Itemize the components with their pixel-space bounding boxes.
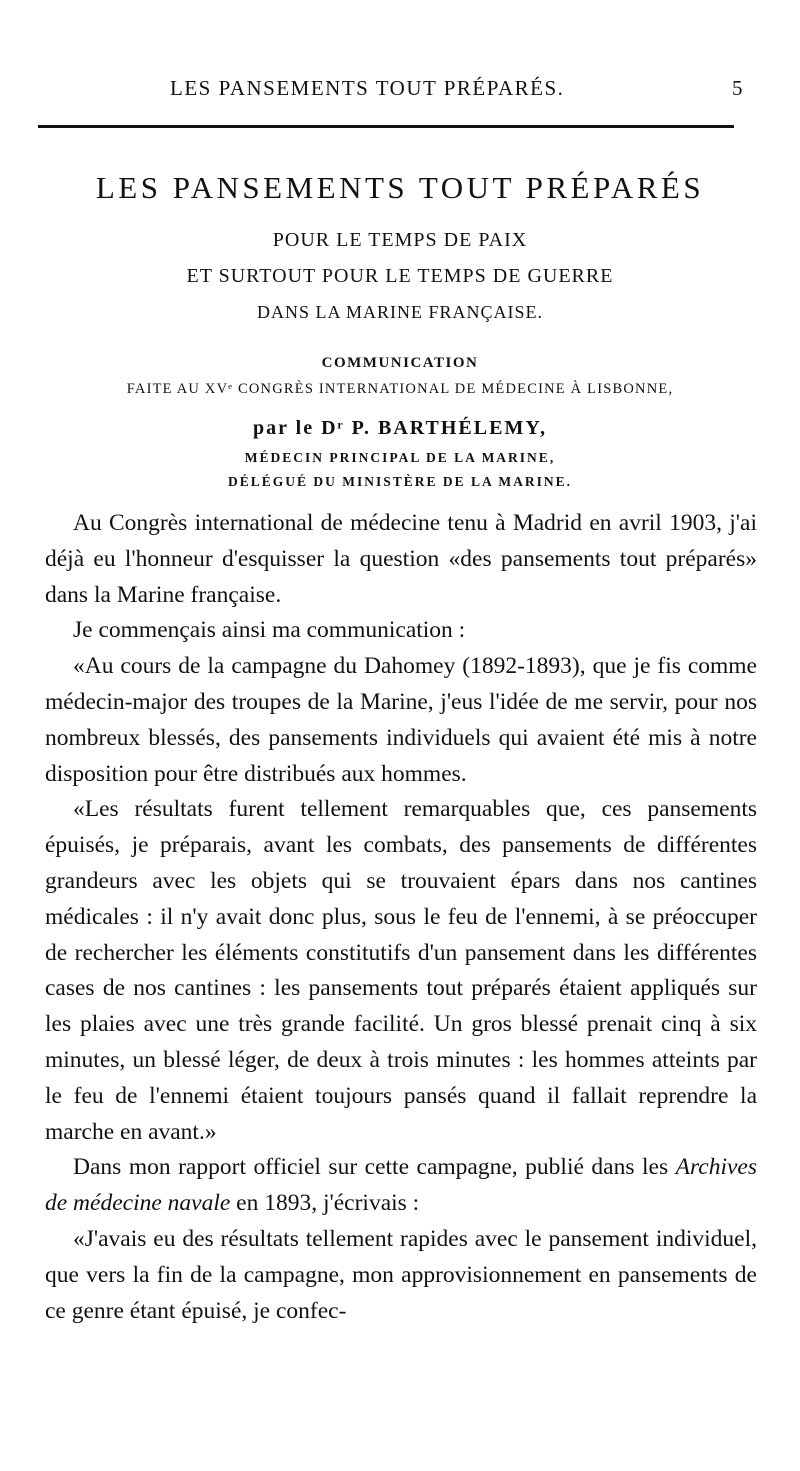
author-role-1: MÉDECIN PRINCIPAL DE LA MARINE, (244, 450, 556, 465)
header-rule (38, 125, 734, 128)
paragraph-5-start: Dans mon rapport officiel sur cette campagne, publié dans les (73, 1154, 676, 1181)
subtitle-peace: POUR LE TEMPS DE PAIX (272, 229, 528, 251)
paragraph-3: «Au cours de la campagne du Dahomey (1892-1893), que je fis comme médecin-major des troupes de la Marine, j'eus l'idée de me servir, pour nos nombreux blessés, des pansements individuels qui avaient été mis à notre disposition pour être distribués aux hommes. (45, 653, 757, 787)
page-number: 5 (732, 76, 743, 100)
main-title: LES PANSEMENTS TOUT PRÉPARÉS (95, 170, 705, 205)
paragraph-4: «Les résultats furent tellement remarquables que, ces pansements épuisés, je préparais, avant les combats, des pansements de différentes grandeurs avec les objets qui se trouvaient épars dans nos cantines médicales : il n'y avait donc plus, sous le feu de l'ennemi, à se préoccuper de rechercher les éléments constitutifs d'un pansement dans les différentes cases de nos cantines : les pansements tout préparés étaient appliqués sur les plaies avec une très grande facilité. Un gros blessé prenait cinq à six minutes, un blessé léger, de deux à trois minutes : les hommes atteints par le feu de l'ennemi étaient toujours pansés quand il fallait reprendre la marche en avant.» (45, 796, 757, 1145)
communication-detail: FAITE AU XVᵉ CONGRÈS INTERNATIONAL DE MÉDECINE À LISBONNE, (126, 381, 674, 397)
paragraph-5-end: en 1893, j'écrivais : (230, 1190, 420, 1217)
communication-label: COMMUNICATION (321, 355, 479, 371)
subtitle-navy: DANS LA MARINE FRANÇAISE. (256, 302, 544, 322)
title-block (0, 168, 800, 494)
author-role-2: DÉLÉGUÉ DU MINISTÈRE DE LA MARINE. (227, 474, 573, 489)
author-line: par le Dʳ P. BARTHÉLEMY, (253, 417, 547, 439)
body-text (45, 506, 757, 1329)
paragraph-6: «J'avais eu des résultats tellement rapides avec le pansement individuel, que vers la fin de la campagne, mon approvisionnement en pansements de ce genre étant épuisé, je confec- (45, 1225, 757, 1324)
running-header (0, 76, 800, 106)
paragraph-2: Je commençais ainsi ma communication : (73, 617, 466, 644)
running-title: LES PANSEMENTS TOUT PRÉPARÉS. (170, 76, 565, 100)
journal-title: Archives de médecine navale (45, 1154, 757, 1217)
paragraph-5 (45, 1150, 757, 1222)
subtitle-war: ET SURTOUT POUR LE TEMPS DE GUERRE (186, 265, 614, 287)
paragraph-1: Au Congrès international de médecine tenu à Madrid en avril 1903, j'ai déjà eu l'honneur d'esquisser la question «des pansements tout préparés» dans la Marine française. (45, 510, 757, 608)
